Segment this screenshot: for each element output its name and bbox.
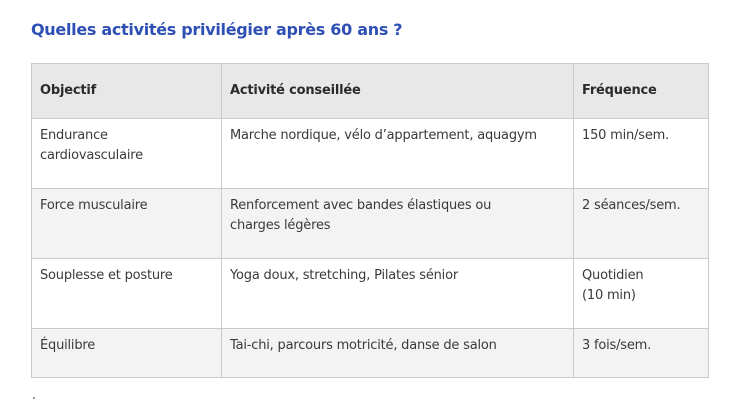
cell-frequence: Quotidien (10 min) bbox=[574, 259, 709, 329]
cell-frequence: 150 min/sem. bbox=[574, 119, 709, 189]
stray-dot bbox=[33, 397, 35, 399]
cell-activite: Renforcement avec bandes élastiques ou charges légères bbox=[222, 189, 574, 259]
cell-objectif: Endurance cardiovasculaire bbox=[32, 119, 222, 189]
table-row bbox=[32, 329, 709, 378]
cell-objectif: Équilibre bbox=[32, 329, 222, 378]
cell-frequence: 3 fois/sem. bbox=[574, 329, 709, 378]
table-row bbox=[32, 119, 709, 189]
cell-objectif: Souplesse et posture bbox=[32, 259, 222, 329]
table-row bbox=[32, 259, 709, 329]
page-title: Quelles activités privilégier après 60 ans ? bbox=[31, 20, 403, 39]
cell-frequence: 2 séances/sem. bbox=[574, 189, 709, 259]
header-objectif: Objectif bbox=[32, 64, 222, 119]
header-frequence: Fréquence bbox=[574, 64, 709, 119]
activities-table bbox=[31, 63, 709, 378]
cell-activite: Yoga doux, stretching, Pilates sénior bbox=[222, 259, 574, 329]
cell-activite: Tai-chi, parcours motricité, danse de salon bbox=[222, 329, 574, 378]
cell-activite: Marche nordique, vélo d’appartement, aquagym bbox=[222, 119, 574, 189]
cell-objectif: Force musculaire bbox=[32, 189, 222, 259]
table-header-row bbox=[32, 64, 709, 119]
table-row bbox=[32, 189, 709, 259]
header-activite: Activité conseillée bbox=[222, 64, 574, 119]
